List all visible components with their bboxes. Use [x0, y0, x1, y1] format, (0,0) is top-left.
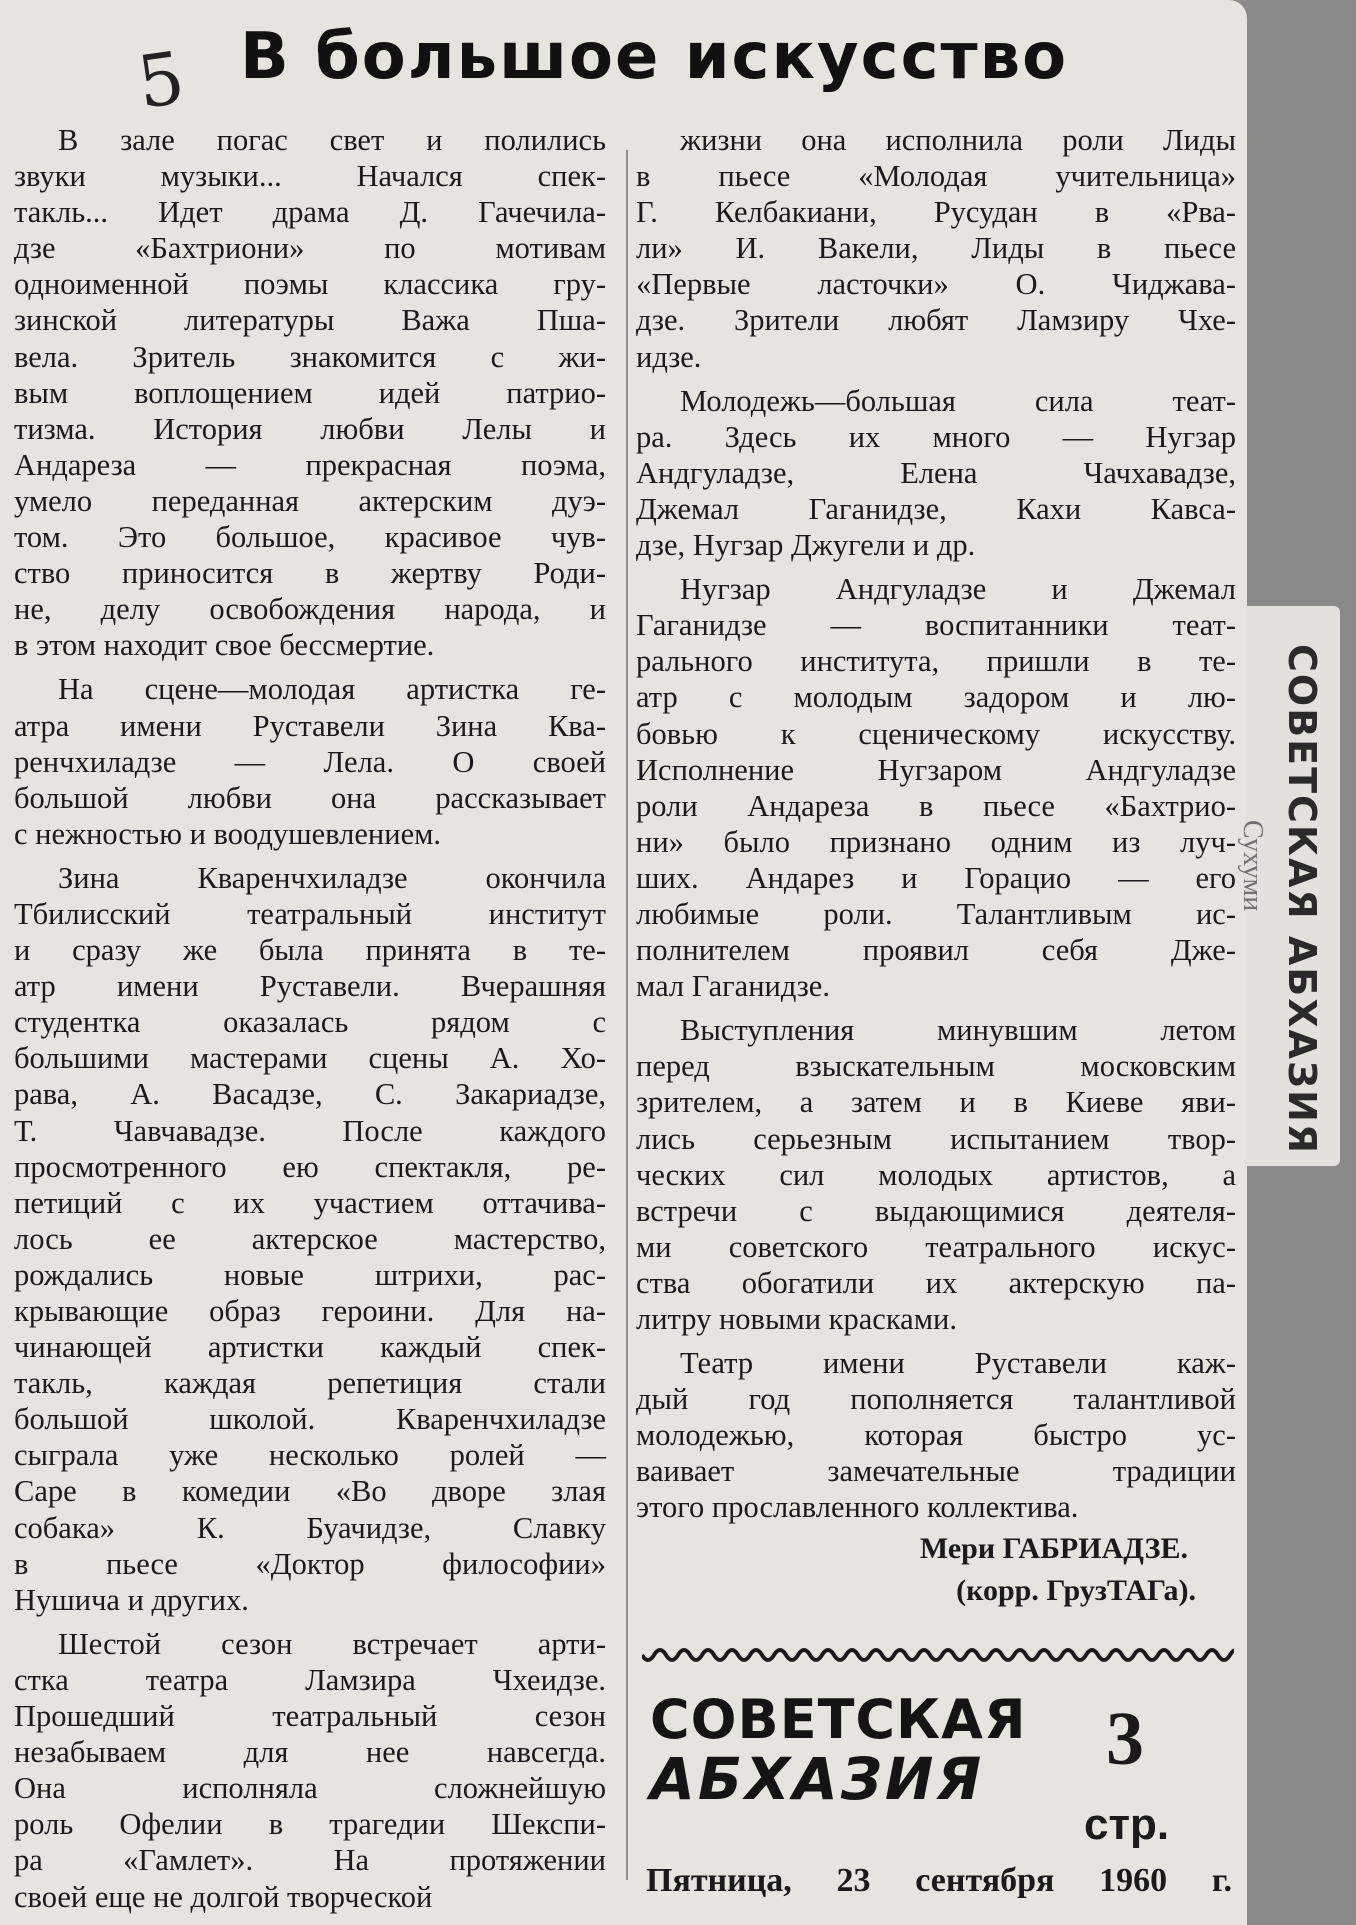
article-line: молодежью, которая быстро ус- [636, 1418, 1236, 1453]
article-line: ваивает замечательные традиции [636, 1454, 1236, 1489]
article-line: зрителем, а затем и в Киеве яви- [636, 1085, 1236, 1120]
article-paragraph [14, 122, 606, 663]
article-line: На сцене—молодая артистка ге- [58, 672, 606, 707]
article-line: ли» И. Вакели, Лиды в пьесе [636, 231, 1236, 266]
article-line: Зина Кваренчхиладзе окончила [58, 860, 606, 895]
article-line: такль, каждая репетиция стали [14, 1366, 606, 1401]
article-line: Г. Келбакиани, Русудан в «Рва- [636, 195, 1236, 230]
article-line: атр имени Руставели. Вчерашняя [14, 969, 606, 1004]
article-line: чинающей артистки каждый спек- [14, 1330, 606, 1365]
article-line: Молодежь—большая сила теат- [680, 383, 1236, 418]
article-line: и сразу же была принята в те- [14, 933, 606, 968]
article-line: звуки музыки... Начался спек- [14, 159, 606, 194]
article-paragraph [636, 122, 1236, 375]
article-line: полнителем проявил себя Дже- [636, 933, 1236, 968]
article-line: большой школой. Кваренчхиладзе [14, 1402, 606, 1437]
article-line: студентка оказалась рядом с [14, 1005, 606, 1040]
article-line: большими мастерами сцены А. Хо- [14, 1041, 606, 1076]
article-line: ших. Андарез и Горацио — его [636, 860, 1236, 895]
article-line: своей еще не долгой творческой [14, 1879, 433, 1914]
article-line: стка театра Ламзира Чхеидзе. [14, 1662, 606, 1697]
article-line: Т. Чавчавадзе. После каждого [14, 1113, 606, 1148]
article-line: встречи с выдающимися деятеля- [636, 1193, 1236, 1228]
article-line: идзе. [636, 339, 702, 374]
article-line: лись серьезным испытанием твор- [636, 1121, 1236, 1156]
article-line: ческих сил молодых артистов, а [636, 1157, 1236, 1192]
article-line: тизма. История любви Лелы и [14, 411, 606, 446]
author-affiliation: (корр. ГрузТАГа). [956, 1574, 1196, 1607]
article-line: ство приносится в жертву Роди- [14, 556, 606, 591]
article-line: крывающие образ героини. Для на- [14, 1294, 606, 1328]
article-line: с нежностью и воодушевлением. [14, 816, 442, 851]
article-paragraph [636, 383, 1236, 563]
article-line: просмотренного ею спектакля, ре- [14, 1149, 606, 1184]
article-line: дзе, Нугзар Джугели и др. [636, 528, 976, 563]
masthead-line-1: СОВЕТСКАЯ [650, 1688, 1027, 1751]
article-line: Андгуладзе, Елена Чачхавадзе, [636, 455, 1236, 490]
newspaper-masthead [650, 1688, 1070, 1813]
article-line: бовью к сценическому искусству. [636, 716, 1236, 751]
article-line: Театр имени Руставели каж- [680, 1346, 1236, 1381]
masthead-line-2: АБХАЗИЯ [650, 1745, 985, 1813]
article-line: ми советского театрального искус- [636, 1229, 1236, 1264]
article-paragraph [14, 671, 606, 851]
article-line: Нушича и других. [14, 1582, 249, 1617]
article-line: в пьесе «Молодая учительница» [636, 159, 1236, 194]
side-stamp: Сухуми [1237, 820, 1268, 912]
article-line: перед взыскательным московским [636, 1049, 1236, 1084]
article-line: «Первые ласточки» О. Чиджава- [636, 267, 1236, 302]
article-column-left [14, 122, 606, 1923]
article-line: Выступления минувшим летом [680, 1013, 1236, 1048]
page-word: стр. [1084, 1800, 1170, 1849]
article-line: ра «Гамлет». На протяжении [14, 1843, 606, 1878]
article-line: ра. Здесь их много — Нугзар [636, 419, 1236, 454]
article-line: ства обогатили их актерскую па- [636, 1265, 1236, 1300]
article-line: роли Андареза в пьесе «Бахтрио- [636, 788, 1236, 823]
article-line: большой любви она рассказывает [14, 780, 606, 815]
article-line: атра имени Руставели Зина Ква- [14, 708, 606, 743]
article-line: ренчхиладзе — Лела. О своей [14, 744, 606, 779]
article-line: такль... Идет драма Д. Гачечила- [14, 195, 606, 230]
headline: В большое искусство [240, 20, 1069, 94]
article-line: Шестой сезон встречает арти- [58, 1626, 606, 1661]
wavy-divider [642, 1640, 1234, 1670]
article-line: в пьесе «Доктор философии» [14, 1546, 606, 1581]
side-label [1280, 644, 1326, 1156]
article-line: роль Офелии в трагедии Шекспи- [14, 1807, 606, 1842]
article-line: атр с молодым задором и лю- [636, 680, 1236, 715]
article-line: Нугзар Андгуладзе и Джемал [680, 572, 1236, 607]
article-line: Тбилисский театральный институт [14, 896, 606, 931]
article-line: сыграла уже несколько ролей — [14, 1438, 606, 1473]
article-line: незабываем для нее навсегда. [14, 1735, 606, 1770]
article-line: петиций с их участием оттачива- [14, 1185, 606, 1220]
article-line: дзе «Бахтриони» по мотивам [14, 231, 606, 266]
article-line: Андареза — прекрасная поэма, [14, 447, 606, 482]
side-label-text: СОВЕТСКАЯ АБХАЗИЯ [1280, 644, 1324, 1156]
article-paragraph [14, 1626, 606, 1915]
article-line: мал Гаганидзе. [636, 969, 830, 1004]
article-line: Исполнение Нугзаром Андгуладзе [636, 752, 1236, 787]
article-line: рального института, пришли в те- [636, 644, 1236, 679]
article-line: вым воплощением идей патрио- [14, 375, 606, 410]
article-paragraph [636, 1345, 1236, 1525]
article-line: Она исполняла сложнейшую [14, 1771, 606, 1806]
article-line: зинской литературы Важа Пша- [14, 303, 606, 338]
article-line: ни» было признано одним из луч- [636, 824, 1236, 859]
article-line: Джемал Гаганидзе, Кахи Кавса- [636, 491, 1236, 526]
article-line: умело переданная актерским дуэ- [14, 483, 606, 518]
article-column-right [636, 122, 1236, 1534]
article-line: собака» К. Буачидзе, Славку [14, 1510, 606, 1545]
article-line: одноименной поэмы классика гру- [14, 267, 606, 302]
article-line: В зале погас свет и полились [58, 123, 606, 157]
column-divider [626, 150, 628, 1880]
article-line: Гаганидзе — воспитанники теат- [636, 608, 1236, 643]
page-number: 3 [1106, 1697, 1144, 1781]
article-line: не, делу освобождения народа, и [14, 592, 606, 627]
article-line: рава, А. Васадзе, С. Закариадзе, [14, 1077, 606, 1112]
article-line: этого прославленного коллектива. [636, 1490, 1079, 1525]
article-line: любимые роли. Талантливым ис- [636, 896, 1236, 931]
article-line: литру новыми красками. [636, 1302, 957, 1336]
article-paragraph [14, 860, 606, 1618]
article-line: дзе. Зрители любят Ламзиру Чхе- [636, 303, 1236, 338]
article-line: рождались новые штрихи, рас- [14, 1257, 606, 1292]
article-paragraph [636, 571, 1236, 1004]
article-line: вела. Зритель знакомится с жи- [14, 339, 606, 374]
article-line: дый год пополняется талантливой [636, 1382, 1236, 1417]
article-paragraph [636, 1012, 1236, 1337]
author-name: Мери ГАБРИАДЗЕ. [919, 1532, 1188, 1565]
article-line: Саре в комедии «Во дворе злая [14, 1474, 606, 1509]
article-line: жизни она исполнила роли Лиды [680, 123, 1236, 157]
article-line: Прошедший театральный сезон [14, 1699, 606, 1734]
article-line: лось ее актерское мастерство, [14, 1221, 606, 1256]
article-line: том. Это большое, красивое чув- [14, 520, 606, 555]
issue-date: Пятница, 23 сентября 1960 г. [646, 1862, 1232, 1899]
article-line: в этом находит свое бессмертие. [14, 628, 435, 663]
handwritten-number: 5 [132, 35, 190, 125]
